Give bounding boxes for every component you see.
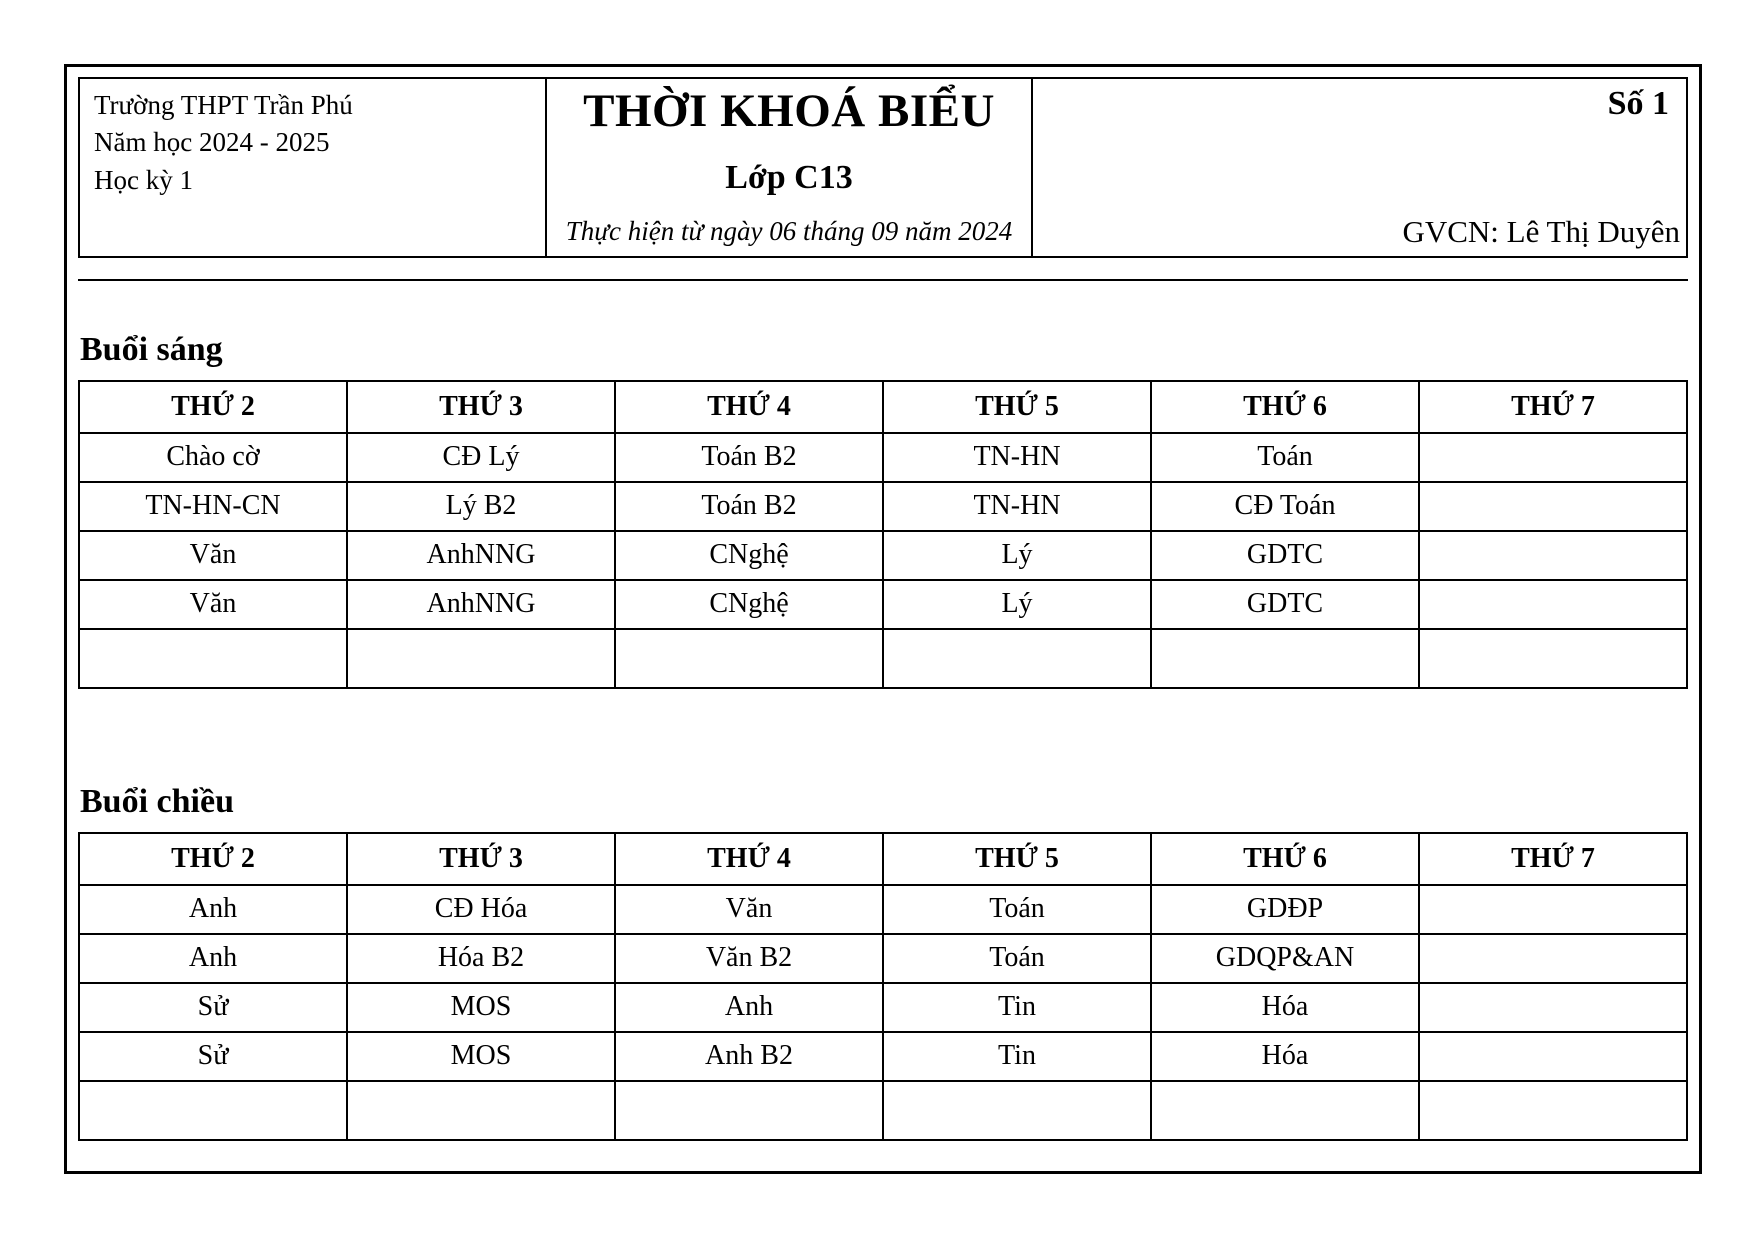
effective-date: Thực hiện từ ngày 06 tháng 09 năm 2024	[565, 216, 1013, 247]
schedule-row	[79, 580, 1687, 629]
morning-table-body	[79, 433, 1687, 688]
schedule-cell: Hóa B2	[347, 934, 615, 983]
school-year: Năm học 2024 - 2025	[94, 127, 330, 158]
class-name: Lớp C13	[725, 158, 853, 196]
schedule-cell: Hóa	[1151, 1032, 1419, 1081]
meta-box	[1031, 77, 1688, 258]
schedule-cell: Lý	[883, 580, 1151, 629]
schedule-row	[79, 1081, 1687, 1140]
afternoon-header-row	[79, 833, 1687, 885]
schedule-cell: Lý B2	[347, 482, 615, 531]
schedule-cell: Sử	[79, 983, 347, 1032]
schedule-cell: Toán	[883, 934, 1151, 983]
schedule-cell: Sử	[79, 1032, 347, 1081]
schedule-cell: Anh B2	[615, 1032, 883, 1081]
day-column-header: THỨ 7	[1419, 381, 1687, 433]
day-column-header: THỨ 4	[615, 833, 883, 885]
schedule-cell: GDĐP	[1151, 885, 1419, 934]
day-column-header: THỨ 2	[79, 833, 347, 885]
day-column-header: THỨ 2	[79, 381, 347, 433]
day-column-header: THỨ 6	[1151, 381, 1419, 433]
schedule-cell	[883, 629, 1151, 688]
afternoon-schedule-table	[78, 832, 1688, 1141]
title-box	[545, 77, 1033, 258]
afternoon-section-heading: Buổi chiều	[80, 782, 234, 820]
schedule-cell	[1419, 1081, 1687, 1140]
schedule-row	[79, 433, 1687, 482]
schedule-cell	[1419, 1032, 1687, 1081]
schedule-cell: Hóa	[1151, 983, 1419, 1032]
morning-header-row	[79, 381, 1687, 433]
schedule-row	[79, 482, 1687, 531]
schedule-cell: Tin	[883, 1032, 1151, 1081]
day-column-header: THỨ 7	[1419, 833, 1687, 885]
school-info-box	[78, 77, 547, 258]
day-column-header: THỨ 6	[1151, 833, 1419, 885]
schedule-cell: AnhNNG	[347, 580, 615, 629]
timetable-sheet	[64, 64, 1702, 1174]
school-name: Trường THPT Trần Phú	[94, 90, 353, 120]
schedule-cell: CNghệ	[615, 531, 883, 580]
morning-section-heading: Buổi sáng	[80, 331, 223, 368]
schedule-cell: CĐ Hóa	[347, 885, 615, 934]
day-column-header: THỨ 3	[347, 381, 615, 433]
schedule-cell: MOS	[347, 1032, 615, 1081]
schedule-cell: MOS	[347, 983, 615, 1032]
schedule-cell	[1419, 433, 1687, 482]
schedule-cell: Văn	[79, 580, 347, 629]
afternoon-table-body	[79, 885, 1687, 1140]
schedule-cell: TN-HN	[883, 482, 1151, 531]
schedule-row	[79, 1032, 1687, 1081]
schedule-cell: Toán B2	[615, 433, 883, 482]
schedule-cell	[79, 1081, 347, 1140]
document-header	[78, 77, 1688, 258]
schedule-cell	[1419, 934, 1687, 983]
schedule-cell	[79, 629, 347, 688]
schedule-cell	[1419, 580, 1687, 629]
schedule-cell: Chào cờ	[79, 433, 347, 482]
schedule-cell	[1151, 1081, 1419, 1140]
schedule-cell: TN-HN	[883, 433, 1151, 482]
day-column-header: THỨ 5	[883, 833, 1151, 885]
schedule-row	[79, 885, 1687, 934]
schedule-cell: Lý	[883, 531, 1151, 580]
morning-schedule-table	[78, 380, 1688, 689]
schedule-cell	[1419, 885, 1687, 934]
schedule-cell	[615, 1081, 883, 1140]
schedule-cell: Anh	[615, 983, 883, 1032]
schedule-cell: TN-HN-CN	[79, 482, 347, 531]
schedule-cell	[347, 1081, 615, 1140]
schedule-cell: Anh	[79, 934, 347, 983]
schedule-cell: CNghệ	[615, 580, 883, 629]
day-column-header: THỨ 4	[615, 381, 883, 433]
schedule-cell	[615, 629, 883, 688]
schedule-cell	[1151, 629, 1419, 688]
schedule-row	[79, 629, 1687, 688]
schedule-cell: GDTC	[1151, 580, 1419, 629]
schedule-cell	[1419, 629, 1687, 688]
day-column-header: THỨ 5	[883, 381, 1151, 433]
schedule-cell: Toán B2	[615, 482, 883, 531]
sheet-number: Số 1	[1607, 85, 1669, 122]
schedule-cell: CĐ Toán	[1151, 482, 1419, 531]
header-divider-line	[78, 279, 1688, 281]
schedule-cell: Văn	[79, 531, 347, 580]
morning-table-head	[79, 381, 1687, 433]
schedule-row	[79, 983, 1687, 1032]
schedule-cell	[1419, 482, 1687, 531]
afternoon-table-head	[79, 833, 1687, 885]
schedule-cell: Tin	[883, 983, 1151, 1032]
schedule-row	[79, 531, 1687, 580]
day-column-header: THỨ 3	[347, 833, 615, 885]
schedule-cell	[347, 629, 615, 688]
homeroom-teacher: GVCN: Lê Thị Duyên	[1402, 214, 1680, 249]
page-title: THỜI KHOÁ BIỂU	[583, 85, 995, 137]
schedule-cell: CĐ Lý	[347, 433, 615, 482]
semester: Học kỳ 1	[94, 164, 193, 195]
schedule-cell: Toán	[1151, 433, 1419, 482]
schedule-cell	[883, 1081, 1151, 1140]
schedule-cell	[1419, 531, 1687, 580]
schedule-cell: Văn	[615, 885, 883, 934]
schedule-cell: Toán	[883, 885, 1151, 934]
schedule-cell: Anh	[79, 885, 347, 934]
schedule-cell: Văn B2	[615, 934, 883, 983]
schedule-cell: GDTC	[1151, 531, 1419, 580]
schedule-row	[79, 934, 1687, 983]
schedule-cell: AnhNNG	[347, 531, 615, 580]
schedule-cell	[1419, 983, 1687, 1032]
schedule-cell: GDQP&AN	[1151, 934, 1419, 983]
